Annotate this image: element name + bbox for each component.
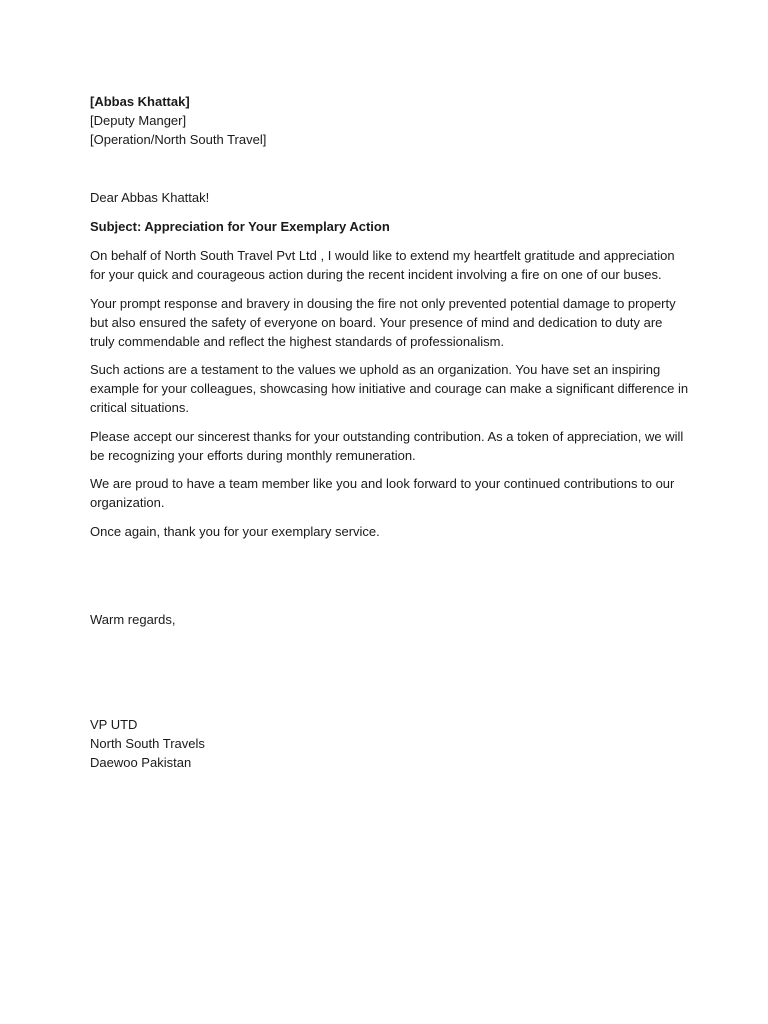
subject-line bbox=[90, 217, 390, 236]
closing bbox=[90, 610, 175, 629]
signature-title: VP UTD bbox=[90, 717, 138, 732]
paragraph-2 bbox=[90, 294, 680, 351]
signature-block bbox=[90, 715, 205, 772]
salutation-text: Dear Abbas Khattak! bbox=[90, 190, 210, 205]
salutation bbox=[90, 188, 209, 207]
paragraph-line: organization. bbox=[90, 495, 165, 510]
paragraph-line: Your prompt response and bravery in dousing the fire not only prevented potential damage to property bbox=[90, 296, 676, 311]
paragraph-6 bbox=[90, 522, 680, 541]
signature-organization: Daewoo Pakistan bbox=[90, 755, 192, 770]
paragraph-line: for your quick and courageous action during the recent incident involving a fire on one of our buses. bbox=[90, 267, 662, 282]
paragraph-3 bbox=[90, 360, 689, 417]
paragraph-5 bbox=[90, 474, 680, 512]
paragraph-line: critical situations. bbox=[90, 400, 189, 415]
paragraph-line: example for your colleagues, showcasing how initiative and courage can make a significant difference in bbox=[90, 381, 689, 396]
paragraph-1 bbox=[90, 246, 680, 284]
recipient-department: [Operation/North South Travel] bbox=[90, 132, 267, 147]
paragraph-line: but also ensured the safety of everyone on board. Your presence of mind and dedication to duty are bbox=[90, 315, 663, 330]
signature-company: North South Travels bbox=[90, 736, 205, 751]
paragraph-line: be recognizing your efforts during monthly remuneration. bbox=[90, 448, 416, 463]
subject-text: Subject: Appreciation for Your Exemplary Action bbox=[90, 219, 390, 234]
paragraph-line: Such actions are a testament to the values we uphold as an organization. You have set an inspiring bbox=[90, 362, 661, 377]
closing-text: Warm regards, bbox=[90, 612, 176, 627]
recipient-block bbox=[90, 92, 680, 149]
letter-body bbox=[90, 92, 689, 770]
paragraph-4 bbox=[90, 427, 684, 465]
paragraph-line: Once again, thank you for your exemplary service. bbox=[90, 524, 380, 539]
paragraph-line: truly commendable and reflect the highest standards of professionalism. bbox=[90, 334, 505, 349]
paragraph-line: We are proud to have a team member like you and look forward to your continued contributions to our bbox=[90, 476, 675, 491]
paragraph-line: On behalf of North South Travel Pvt Ltd , I would like to extend my heartfelt gratitude and appreciation bbox=[90, 248, 675, 263]
recipient-name: [Abbas Khattak] bbox=[90, 94, 190, 109]
recipient-title: [Deputy Manger] bbox=[90, 113, 187, 128]
paragraph-line: Please accept our sincerest thanks for your outstanding contribution. As a token of appreciation, we will bbox=[90, 429, 684, 444]
